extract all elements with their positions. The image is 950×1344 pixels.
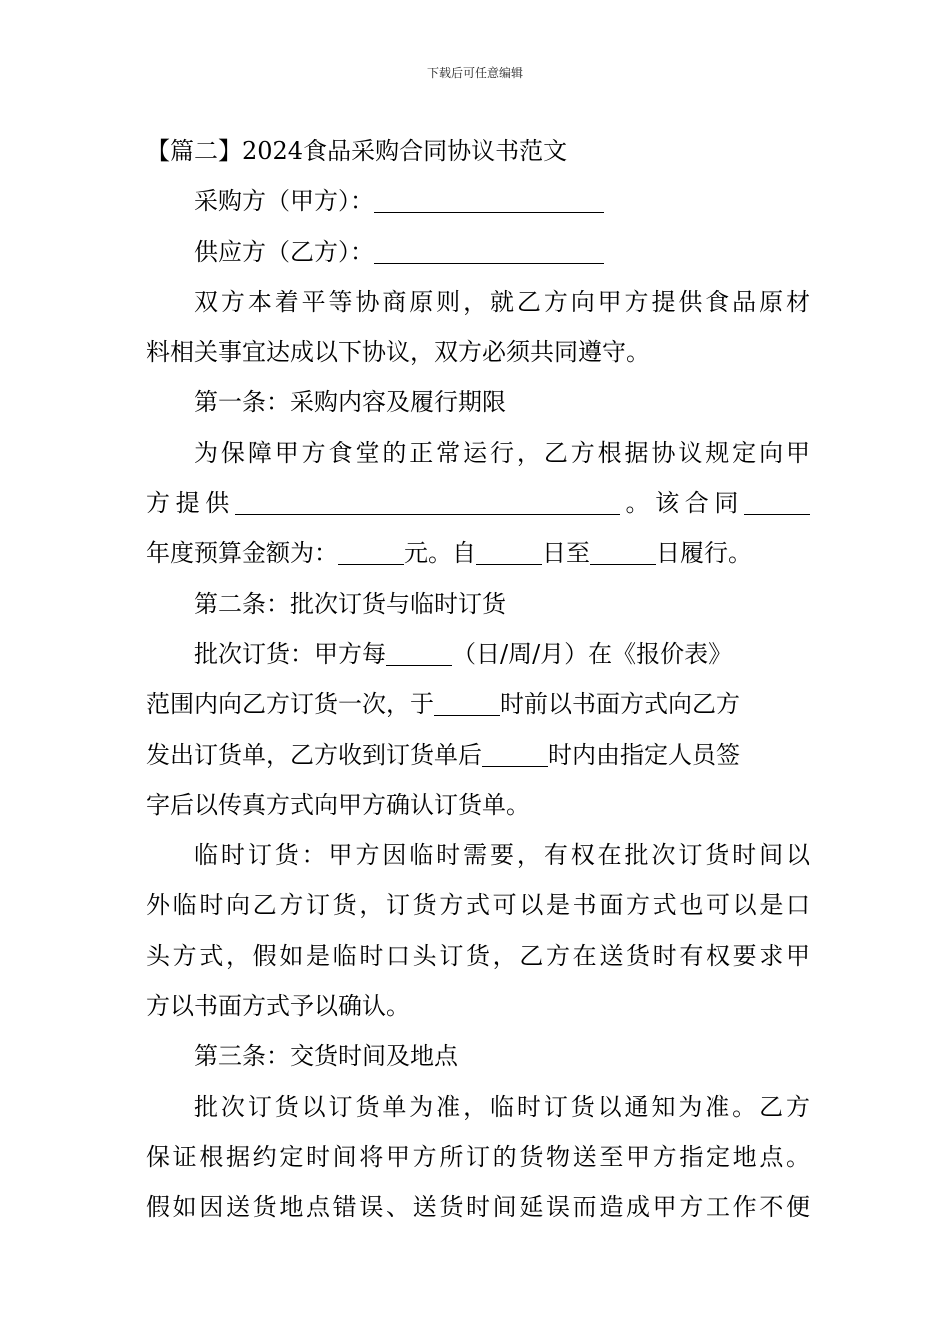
supplier-label: 供应方（乙方）： (194, 237, 374, 266)
text-segment: 方提供 (146, 489, 235, 518)
text-segment: 批次订货：甲方每 (194, 639, 386, 668)
document-title: 【篇二】2024食品采购合同协议书范文 (146, 137, 568, 165)
paragraph-line: 假如因送货地点错误、送货时间延误而造成甲方工作不便 (146, 1193, 810, 1222)
text-segment: 日履行。 (656, 539, 752, 568)
confirm-hours-blank[interactable] (482, 742, 548, 767)
purchaser-line (146, 176, 810, 226)
text-segment: 时前以书面方式向乙方 (500, 690, 740, 719)
order-time-blank[interactable] (434, 691, 500, 716)
end-date-blank[interactable] (590, 540, 656, 565)
article-heading: 第三条：交货时间及地点 (194, 1042, 458, 1071)
start-date-blank[interactable] (476, 540, 542, 565)
paragraph-line: 临时订货：甲方因临时需要，有权在批次订货时间以 (194, 841, 810, 870)
text-segment: 。该合同 (619, 489, 744, 518)
contract-year-blank[interactable] (744, 490, 810, 515)
paragraph-line: 料相关事宜达成以下协议，双方必须共同遵守。 (146, 338, 650, 367)
text-segment: 元。自 (404, 539, 476, 568)
supplier-blank[interactable] (374, 239, 604, 264)
text-segment: 时内由指定人员签 (548, 740, 740, 769)
order-frequency-blank[interactable] (386, 641, 452, 666)
paragraph-line: 字后以传真方式向甲方确认订货单。 (146, 790, 530, 819)
paragraph-line (146, 629, 810, 679)
budget-amount-blank[interactable] (338, 540, 404, 565)
paragraph-line: 为保障甲方食堂的正常运行，乙方根据协议规定向甲 (194, 438, 810, 467)
paragraph-line: 头方式，假如是临时口头订货，乙方在送货时有权要求甲 (146, 941, 810, 970)
paragraph-line: 批次订货以订货单为准，临时订货以通知为准。乙方 (194, 1092, 810, 1121)
article-heading: 第二条：批次订货与临时订货 (194, 589, 506, 618)
purchaser-blank[interactable] (374, 188, 604, 213)
supplier-line (146, 227, 810, 277)
paragraph-line: 方以书面方式予以确认。 (146, 992, 410, 1021)
text-segment: （日/周/月）在《报价表》 (452, 639, 733, 668)
paragraph-line (146, 679, 810, 729)
paragraph-line (146, 528, 810, 578)
paragraph-line: 外临时向乙方订货，订货方式可以是书面方式也可以是口 (146, 891, 810, 920)
page-header-note: 下载后可任意编辑 (426, 66, 523, 80)
paragraph-line (146, 730, 810, 780)
text-segment: 年度预算金额为： (146, 539, 338, 568)
text-segment: 日至 (542, 539, 590, 568)
document-body (146, 126, 810, 1233)
article-heading: 第一条：采购内容及履行期限 (194, 388, 506, 417)
text-segment: 范围内向乙方订货一次，于 (146, 690, 434, 719)
text-segment: 发出订货单，乙方收到订货单后 (146, 740, 482, 769)
paragraph-line: 双方本着平等协商原则，就乙方向甲方提供食品原材 (194, 287, 810, 316)
supply-content-blank[interactable] (235, 490, 620, 515)
paragraph-line: 保证根据约定时间将甲方所订的货物送至甲方指定地点。 (146, 1142, 810, 1171)
purchaser-label: 采购方（甲方）： (194, 187, 374, 216)
paragraph-line (146, 478, 810, 528)
